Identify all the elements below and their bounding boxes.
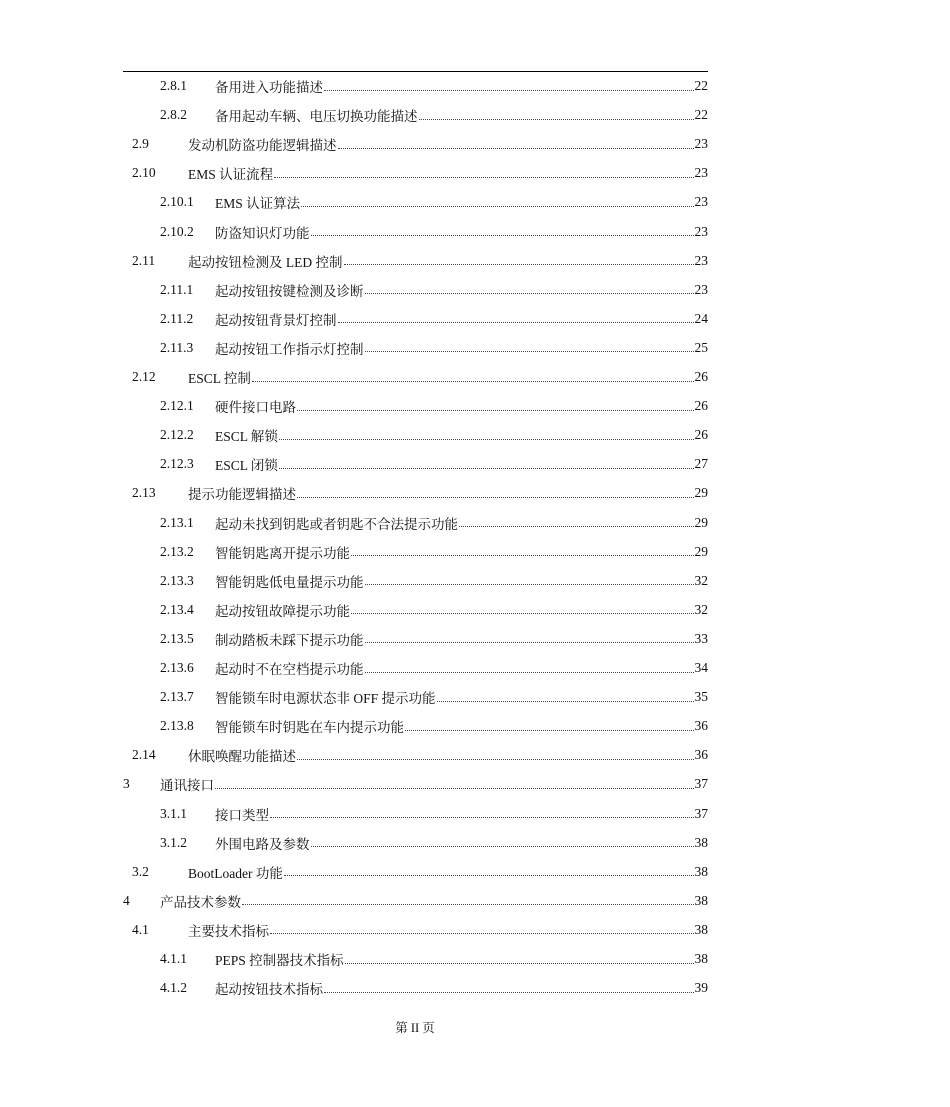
toc-entry-page: 38 <box>694 863 708 879</box>
toc-entry-title: 提示功能逻辑描述 <box>188 487 296 503</box>
toc-entry-title: 起动按钮技术指标 <box>215 982 323 998</box>
toc-entry-page: 23 <box>694 252 708 268</box>
toc-entry-page: 35 <box>694 689 708 705</box>
toc-entry-page: 23 <box>694 281 708 297</box>
toc-leader-dots <box>345 963 694 964</box>
toc-entry[interactable] <box>160 600 708 620</box>
toc-entry[interactable] <box>132 367 708 387</box>
toc-leader-dots <box>365 584 694 585</box>
toc-leader-dots <box>338 322 694 323</box>
toc-leader-dots <box>338 148 694 149</box>
toc-entry-number: 2.13.3 <box>160 572 194 588</box>
toc-entry-title: 智能锁车时电源状态非 OFF 提示功能 <box>215 691 436 707</box>
toc-entry[interactable] <box>160 76 708 96</box>
toc-entry-number: 2.11 <box>132 252 156 268</box>
toc-entry-title: 起动按钮背景灯控制 <box>215 312 337 328</box>
toc-entry-title: 休眠唤醒功能描述 <box>188 749 296 765</box>
toc-entry-title: 智能钥匙低电量提示功能 <box>215 574 364 590</box>
toc-entry-title: 起动按钮工作指示灯控制 <box>215 341 364 357</box>
toc-leader-dots <box>365 672 694 673</box>
toc-entry-number: 4.1.1 <box>160 951 187 966</box>
toc-entry-page: 22 <box>694 107 708 123</box>
toc-leader-dots <box>242 904 694 905</box>
toc-entry[interactable] <box>160 571 708 591</box>
toc-entry-title: 智能钥匙离开提示功能 <box>215 545 350 561</box>
toc-entry-title: 起动按钮故障提示功能 <box>215 603 350 619</box>
toc-leader-dots <box>344 264 694 265</box>
toc-entry[interactable] <box>160 192 708 212</box>
toc-entry[interactable] <box>132 134 708 154</box>
toc-entry-number: 2.8.2 <box>160 107 187 123</box>
toc-leader-dots <box>279 468 694 469</box>
toc-entry-number: 2.13.4 <box>160 601 194 617</box>
toc-entry-number: 2.13 <box>132 485 156 501</box>
toc-entry-number: 3.1.1 <box>160 805 187 821</box>
toc-entry[interactable] <box>132 251 708 271</box>
toc-entry[interactable] <box>160 425 708 445</box>
toc-entry-page: 34 <box>694 660 708 675</box>
toc-entry-page: 26 <box>694 398 708 414</box>
toc-entry[interactable] <box>160 687 708 707</box>
toc-entry-page: 25 <box>694 339 708 355</box>
toc-entry-number: 4.1.2 <box>160 980 187 996</box>
toc-leader-dots <box>215 788 694 789</box>
toc-entry-number: 3.2 <box>132 863 149 879</box>
toc-entry-number: 2.11.3 <box>160 339 194 355</box>
toc-entry-title: BootLoader 功能 <box>188 865 283 881</box>
toc-entry-number: 3.1.2 <box>160 834 187 850</box>
toc-leader-dots <box>297 759 694 760</box>
toc-leader-dots <box>351 613 694 614</box>
toc-entry-title: 制动踏板未踩下提示功能 <box>215 632 364 648</box>
toc-leader-dots <box>297 410 694 411</box>
toc-entry-title: 起动时不在空档提示功能 <box>215 662 364 677</box>
toc-entry[interactable] <box>160 716 708 736</box>
toc-leader-dots <box>279 439 694 440</box>
toc-entry-page: 26 <box>694 427 708 443</box>
toc-entry-title: 主要技术指标 <box>188 923 269 939</box>
toc-entry[interactable] <box>160 542 708 562</box>
toc-leader-dots <box>284 875 694 876</box>
toc-entry-page: 23 <box>694 223 708 239</box>
toc-entry-title: 起动按钮检测及 LED 控制 <box>188 254 343 270</box>
toc-entry-number: 2.9 <box>132 136 149 152</box>
toc-leader-dots <box>301 206 693 207</box>
toc-entry-number: 2.12.3 <box>160 456 194 472</box>
toc-leader-dots <box>324 90 694 91</box>
toc-entry[interactable] <box>160 280 708 300</box>
toc-entry-title: 硬件接口电路 <box>215 400 296 416</box>
toc-entry-number: 2.13.8 <box>160 718 194 734</box>
toc-entry-title: 防盗知识灯功能 <box>215 225 310 241</box>
toc-entry-title: ESCL 闭锁 <box>215 458 278 474</box>
toc-leader-dots <box>311 235 694 236</box>
toc-entry[interactable] <box>132 483 708 503</box>
toc-entry[interactable] <box>160 658 708 678</box>
toc-entry-number: 2.10.1 <box>160 194 194 210</box>
toc-leader-dots <box>297 497 694 498</box>
toc-leader-dots <box>419 119 694 120</box>
toc-entry-number: 2.10 <box>132 165 156 181</box>
toc-entry-number: 2.13.1 <box>160 514 194 530</box>
toc-entry[interactable] <box>160 978 708 998</box>
toc-entry-number: 4.1 <box>132 921 149 937</box>
toc-entry-number: 4 <box>123 892 130 908</box>
toc-entry-number: 2.13.6 <box>160 660 194 675</box>
toc-entry[interactable] <box>123 891 708 911</box>
toc-leader-dots <box>324 992 694 993</box>
toc-leader-dots <box>270 817 694 818</box>
toc-entry[interactable] <box>160 222 708 242</box>
toc-leader-dots <box>459 526 694 527</box>
toc-entry[interactable] <box>132 862 708 882</box>
toc-entry-number: 2.10.2 <box>160 223 194 239</box>
toc-leader-dots <box>437 701 694 702</box>
toc-entry-page: 29 <box>694 543 708 559</box>
toc-entry-title: 起动按钮按键检测及诊断 <box>215 283 364 299</box>
toc-entry-page: 23 <box>694 165 708 181</box>
toc-entry-page: 29 <box>694 485 708 501</box>
toc-entry-page: 37 <box>694 805 708 821</box>
toc-entry[interactable] <box>160 309 708 329</box>
toc-entry[interactable] <box>160 513 708 533</box>
toc-entry-page: 36 <box>694 718 708 734</box>
toc-entry-title: 起动未找到钥匙或者钥匙不合法提示功能 <box>215 516 458 532</box>
toc-leader-dots <box>270 933 694 934</box>
toc-entry-number: 3 <box>123 776 130 792</box>
toc-entry-title: 通讯接口 <box>160 778 214 794</box>
toc-entry[interactable] <box>160 396 708 416</box>
toc-entry-page: 39 <box>694 980 708 996</box>
toc-entry-page: 33 <box>694 630 708 646</box>
toc-entry[interactable] <box>160 454 708 474</box>
toc-entry-page: 26 <box>694 369 708 384</box>
toc-entry[interactable] <box>160 833 708 853</box>
toc-entry-page: 38 <box>694 921 708 937</box>
toc-entry-number: 2.12 <box>132 369 156 384</box>
toc-entry[interactable] <box>132 920 708 940</box>
toc-entry-page: 29 <box>694 514 708 530</box>
toc-entry-title: 接口类型 <box>215 807 269 823</box>
toc-entry-page: 32 <box>694 572 708 588</box>
toc-entry-page: 23 <box>694 194 708 210</box>
toc-entry-title: 发动机防盗功能逻辑描述 <box>188 138 337 154</box>
toc-entry-number: 2.11.2 <box>160 310 194 326</box>
toc-entry-page: 32 <box>694 601 708 617</box>
toc-leader-dots <box>365 642 694 643</box>
toc-entry[interactable] <box>160 338 708 358</box>
toc-leader-dots <box>351 555 694 556</box>
toc-entry-page: 38 <box>694 951 708 966</box>
toc-entry-page: 27 <box>694 456 708 472</box>
toc-entry-page: 38 <box>694 892 708 908</box>
toc-entry-page: 36 <box>694 747 708 763</box>
toc-entry-title: 智能锁车时钥匙在车内提示功能 <box>215 720 404 736</box>
toc-entry[interactable] <box>123 774 708 794</box>
toc-entry-number: 2.12.1 <box>160 398 194 414</box>
toc-entry-number: 2.13.5 <box>160 630 194 646</box>
toc-entry[interactable] <box>160 105 708 125</box>
toc-leader-dots <box>274 177 693 178</box>
toc-entry-title: PEPS 控制器技术指标 <box>215 953 344 968</box>
toc-entry-title: 备用起动车辆、电压切换功能描述 <box>215 109 418 125</box>
toc-entry-number: 2.14 <box>132 747 156 763</box>
toc-entry-page: 23 <box>694 136 708 152</box>
toc-leader-dots <box>405 730 694 731</box>
toc-entry-page: 22 <box>694 78 708 93</box>
toc-entry[interactable] <box>160 804 708 824</box>
toc-entry[interactable] <box>132 163 708 183</box>
toc-leader-dots <box>365 351 694 352</box>
toc-entry-title: ESCL 控制 <box>188 371 251 386</box>
toc-entry[interactable] <box>160 949 708 969</box>
toc-entry-number: 2.13.2 <box>160 543 194 559</box>
toc-entry-page: 37 <box>694 776 708 792</box>
toc-leader-dots <box>311 846 694 847</box>
toc-entry-number: 2.11.1 <box>160 281 194 297</box>
toc-entry-number: 2.12.2 <box>160 427 194 443</box>
toc-entry[interactable] <box>132 745 708 765</box>
toc-entry-page: 24 <box>694 310 708 326</box>
toc-entry-title: 外围电路及参数 <box>215 836 310 852</box>
toc-leader-dots <box>252 381 694 382</box>
header-rule <box>123 71 708 72</box>
toc-entry-number: 2.13.7 <box>160 689 194 705</box>
toc-entry-title: EMS 认证算法 <box>215 196 301 212</box>
toc-entry-title: ESCL 解锁 <box>215 429 278 445</box>
toc-leader-dots <box>365 293 694 294</box>
toc-entry-title: EMS 认证流程 <box>188 167 274 183</box>
toc-entry-title: 产品技术参数 <box>160 894 241 910</box>
page-footer: 第 II 页 <box>395 1021 435 1035</box>
toc-entry-page: 38 <box>694 834 708 850</box>
toc-entry[interactable] <box>160 629 708 649</box>
toc-entry-title: 备用进入功能描述 <box>215 80 323 95</box>
toc-entry-number: 2.8.1 <box>160 78 187 93</box>
